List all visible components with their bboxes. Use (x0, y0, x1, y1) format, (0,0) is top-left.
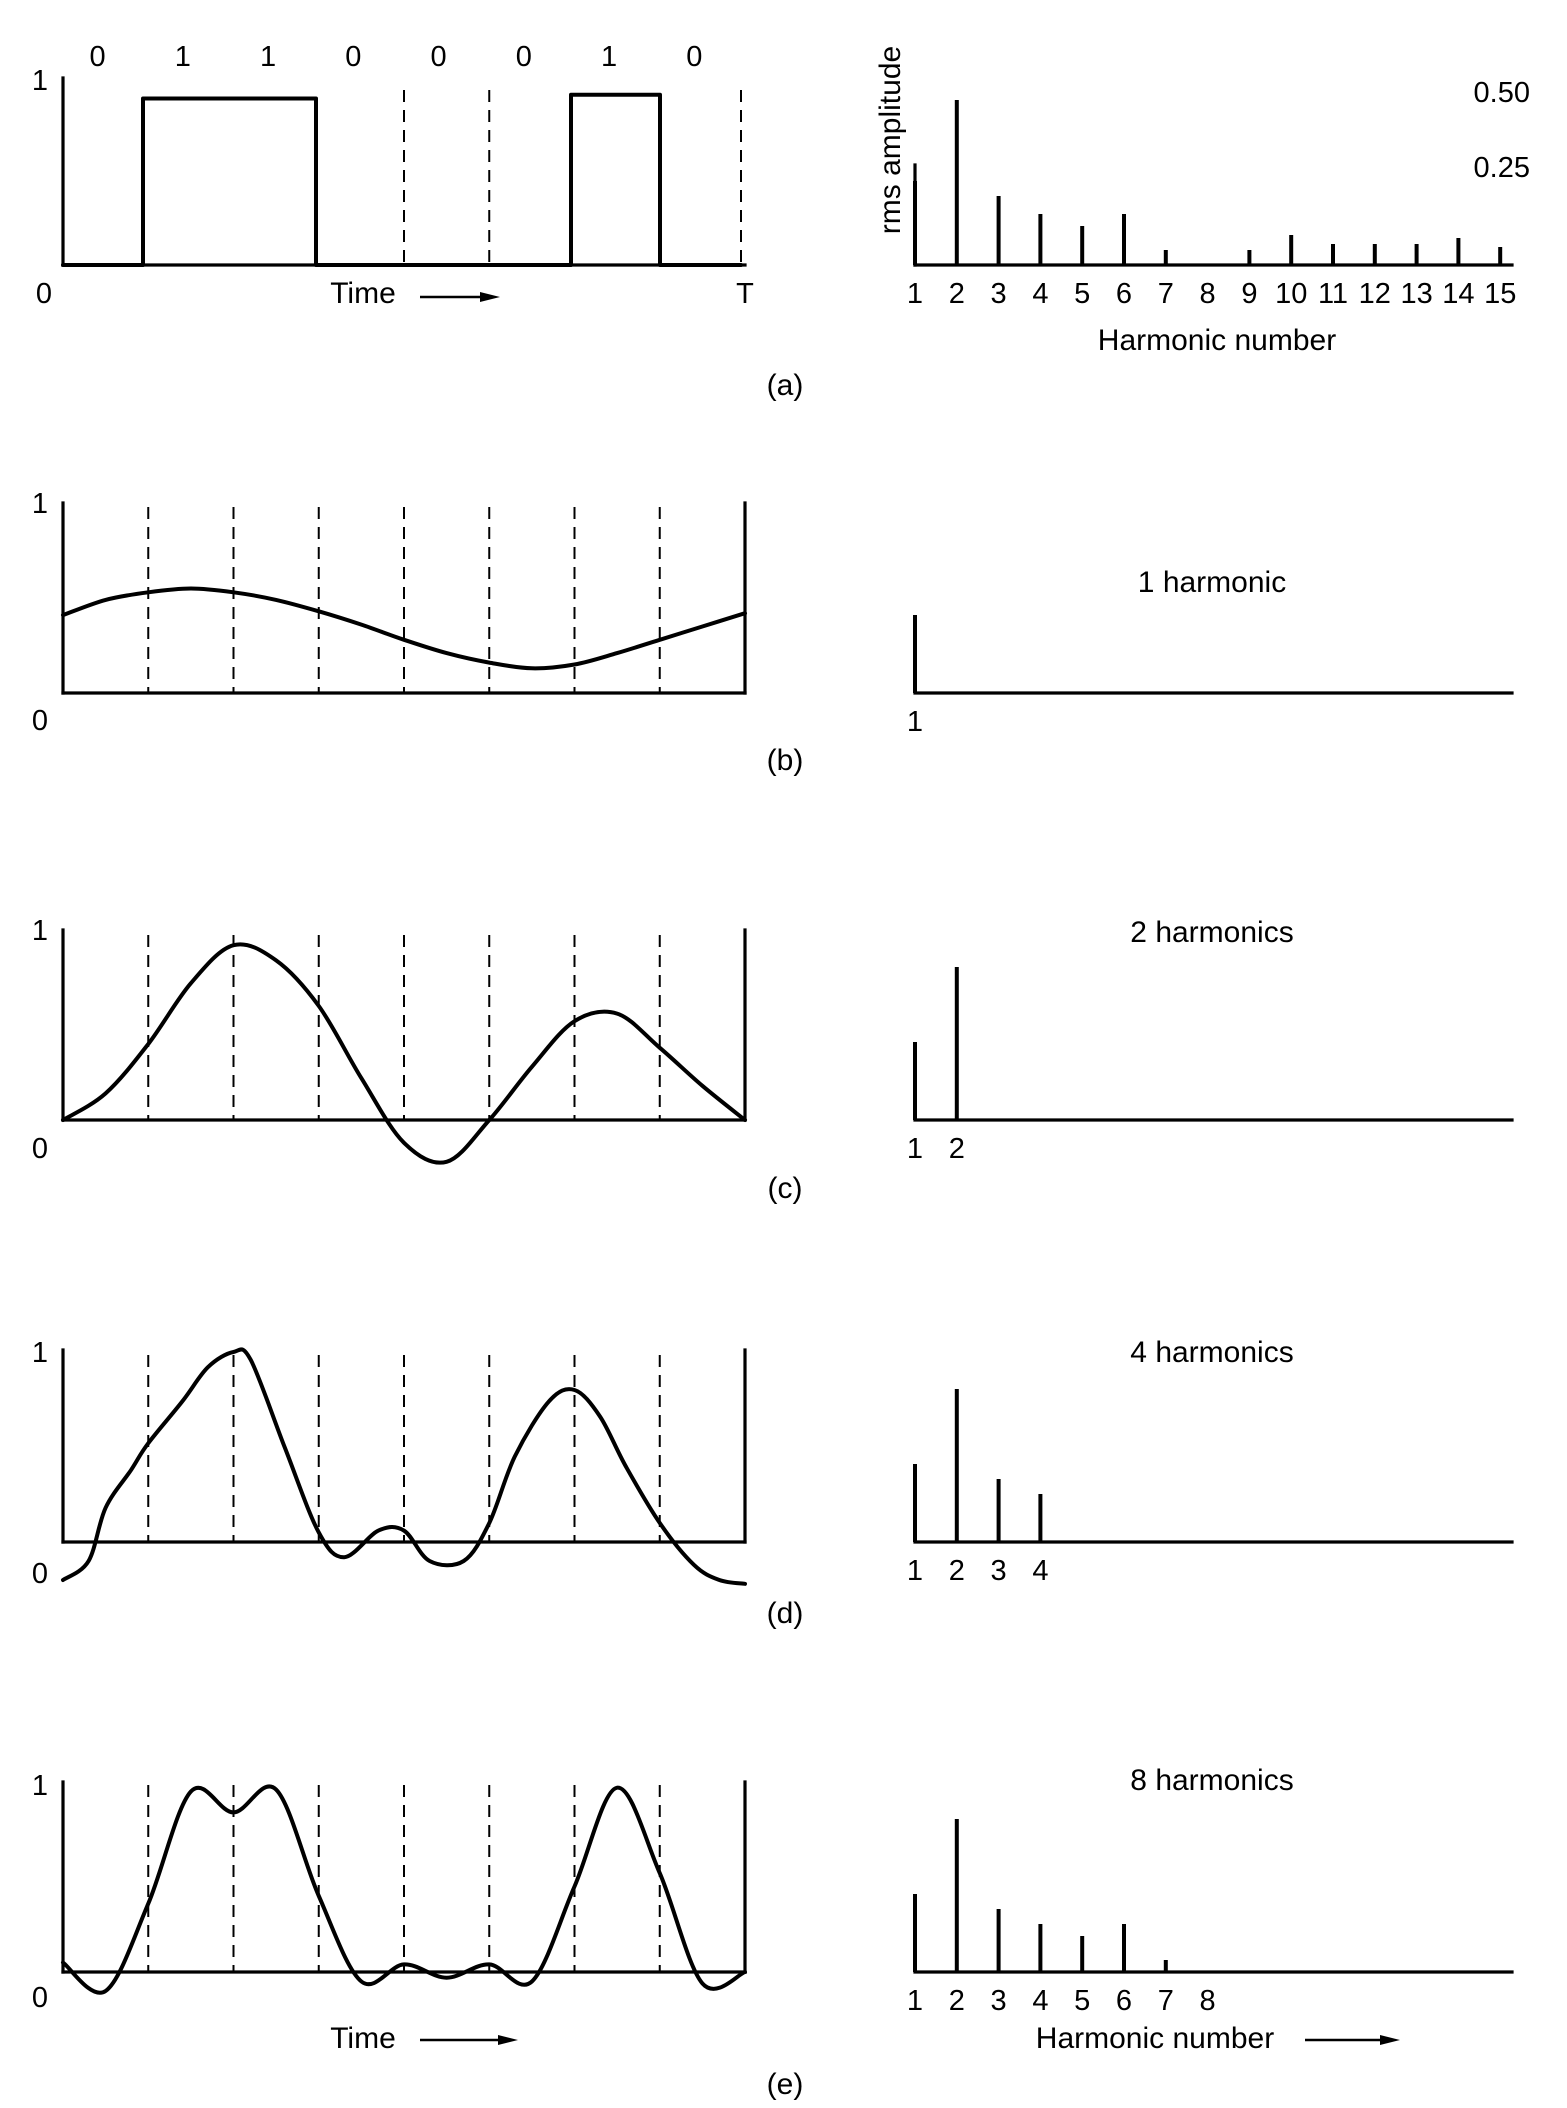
arrowhead (1380, 2035, 1400, 2045)
harmonic-tick-label: 7 (1157, 278, 1174, 310)
end-label-T: T (736, 278, 754, 310)
harmonic-tick-label: 10 (1275, 278, 1308, 310)
harmonic-tick-label: 6 (1115, 1985, 1133, 2017)
spectrum-title: 4 harmonics (1130, 1336, 1294, 1369)
harmonic-tick-label: 3 (990, 278, 1007, 310)
bit-label: 1 (260, 41, 277, 73)
harmonic-tick-label: 1 (906, 706, 924, 738)
y-tick-label-1: 1 (31, 1337, 48, 1369)
arrowhead (498, 2035, 518, 2045)
harmonic-tick-label: 14 (1442, 278, 1475, 310)
harmonic-tick-label: 4 (1032, 1985, 1049, 2017)
bit-label: 0 (89, 41, 106, 73)
time-axis-label: Time (330, 277, 396, 310)
amplitude-tick-label: 0.25 (1473, 152, 1530, 184)
y-tick-label-1: 1 (31, 1770, 48, 1802)
y-tick-label-0: 0 (31, 1133, 48, 1165)
harmonic-tick-label: 2 (948, 1133, 965, 1165)
time-arrow (420, 292, 500, 302)
time-arrow (420, 2035, 518, 2045)
harmonic-number-label: Harmonic number (1035, 2022, 1275, 2055)
harmonic-tick-label: 1 (906, 278, 924, 310)
bit-label: 1 (601, 41, 618, 73)
y-tick-label-0: 0 (35, 278, 53, 310)
y-tick-label-0: 0 (31, 1982, 48, 2014)
harmonic-tick-label: 2 (948, 1555, 965, 1587)
harmonic-tick-label: 1 (906, 1133, 924, 1165)
harmonic-tick-label: 1 (906, 1985, 924, 2017)
time-axis-label: Time (330, 2022, 396, 2055)
y-tick-label-1: 1 (31, 65, 48, 97)
rms-amplitude-label: rms amplitude (874, 45, 907, 235)
spectrum-title: 2 harmonics (1130, 916, 1294, 949)
harmonic-number-label: Harmonic number (1097, 324, 1337, 357)
harmonic-tick-label: 2 (948, 1985, 965, 2017)
y-tick-label-0: 0 (31, 1558, 48, 1590)
panel-label: (b) (766, 744, 804, 777)
y-tick-label-1: 1 (31, 915, 48, 947)
spectrum-title: 8 harmonics (1130, 1764, 1294, 1797)
bit-label: 0 (515, 41, 532, 73)
bit-label: 0 (686, 41, 703, 73)
harmonic-tick-label: 4 (1032, 278, 1049, 310)
harmonic-tick-label: 5 (1074, 1985, 1091, 2017)
y-tick-label-1: 1 (31, 488, 48, 520)
bit-label: 0 (345, 41, 362, 73)
panel-label: (e) (766, 2068, 804, 2101)
harmonic-arrow (1305, 2035, 1400, 2045)
panel-label: (a) (766, 369, 804, 402)
amplitude-tick-label: 0.50 (1473, 77, 1530, 109)
harmonic-tick-label: 4 (1032, 1555, 1049, 1587)
harmonic-tick-label: 15 (1484, 278, 1517, 310)
harmonic-tick-label: 7 (1157, 1985, 1174, 2017)
panel-label: (c) (767, 1172, 803, 1205)
harmonic-tick-label: 11 (1317, 278, 1349, 310)
harmonic-tick-label: 13 (1400, 278, 1433, 310)
harmonic-tick-label: 3 (990, 1555, 1007, 1587)
bit-label: 0 (430, 41, 447, 73)
harmonic-tick-label: 8 (1199, 278, 1216, 310)
harmonic-tick-label: 2 (948, 278, 965, 310)
harmonic-tick-label: 6 (1115, 278, 1133, 310)
harmonic-tick-label: 1 (906, 1555, 924, 1587)
harmonic-tick-label: 5 (1074, 278, 1091, 310)
y-tick-label-0: 0 (31, 705, 48, 737)
spectrum-title: 1 harmonic (1137, 566, 1287, 599)
panel-label: (d) (766, 1597, 804, 1630)
bit-label: 1 (174, 41, 191, 73)
harmonic-tick-label: 9 (1241, 278, 1258, 310)
harmonic-tick-label: 3 (990, 1985, 1007, 2017)
arrowhead (480, 292, 500, 302)
harmonic-tick-label: 12 (1358, 278, 1391, 310)
harmonic-tick-label: 8 (1199, 1985, 1216, 2017)
square-wave (63, 95, 741, 265)
